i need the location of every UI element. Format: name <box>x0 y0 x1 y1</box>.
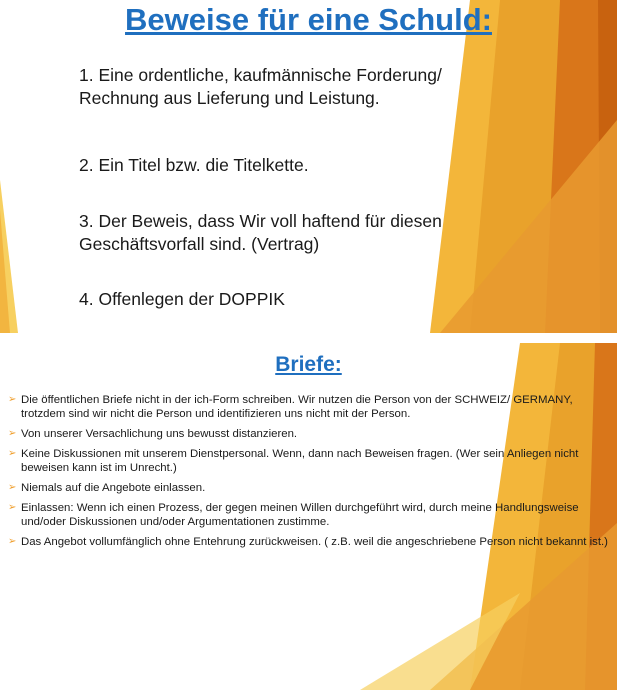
arrow-bullet-icon: ➢ <box>8 394 17 405</box>
list-item-text: Das Angebot vollumfänglich ohne Entehrung zurückweisen. ( z.B. weil die angeschriebene Person nicht bekannt ist.) <box>21 536 608 548</box>
arrow-bullet-icon: ➢ <box>8 448 17 459</box>
arrow-bullet-icon: ➢ <box>8 482 17 493</box>
list-item-text: Von unserer Versachlichung uns bewusst distanzieren. <box>21 428 298 440</box>
list-item <box>8 393 608 421</box>
arrow-bullet-icon: ➢ <box>8 536 17 547</box>
list-item: 2. Ein Titel bzw. die Titelkette. <box>79 155 309 175</box>
arrow-bullet-icon: ➢ <box>8 428 17 439</box>
slide1-title: Beweise für eine Schuld: <box>125 2 492 37</box>
slide-separator <box>0 333 617 343</box>
list-item <box>8 447 608 475</box>
list-item-text: Niemals auf die Angebote einlassen. <box>21 482 206 494</box>
list-item-text: Die öffentlichen Briefe nicht in der ich-Form schreiben. Wir nutzen die Person von der SCHWEIZ/ GERMANY, trotzdem sind wir nicht die Person und identifizieren uns nicht mit der Person. <box>21 394 573 420</box>
slide2-title: Briefe: <box>275 353 342 376</box>
list-item <box>8 481 608 495</box>
list-item <box>8 501 608 529</box>
slide-beweise <box>0 0 617 333</box>
arrow-bullet-icon: ➢ <box>8 502 17 513</box>
list-item: 1. Eine ordentliche, kaufmännische Forderung/ Rechnung aus Lieferung und Leistung. <box>79 65 442 108</box>
list-item: 4. Offenlegen der DOPPIK <box>79 289 285 309</box>
list-item-text: Keine Diskussionen mit unserem Dienstpersonal. Wenn, dann nach Beweisen fragen. (Wer sein Anliegen nicht beweisen kann ist im Unrecht.) <box>21 448 579 474</box>
list-item-text: Einlassen: Wenn ich einen Prozess, der gegen meinen Willen durchgeführt wird, durch meine Handlungsweise und/oder Diskussionen und/oder Argumentationen zustimme. <box>21 502 579 528</box>
list-item: 3. Der Beweis, dass Wir voll haftend für diesen Geschäftsvorfall sind. (Vertrag) <box>79 211 442 254</box>
slide-briefe <box>0 343 617 690</box>
list-item <box>8 427 608 441</box>
list-item <box>8 535 608 549</box>
slide2-list <box>8 393 608 555</box>
